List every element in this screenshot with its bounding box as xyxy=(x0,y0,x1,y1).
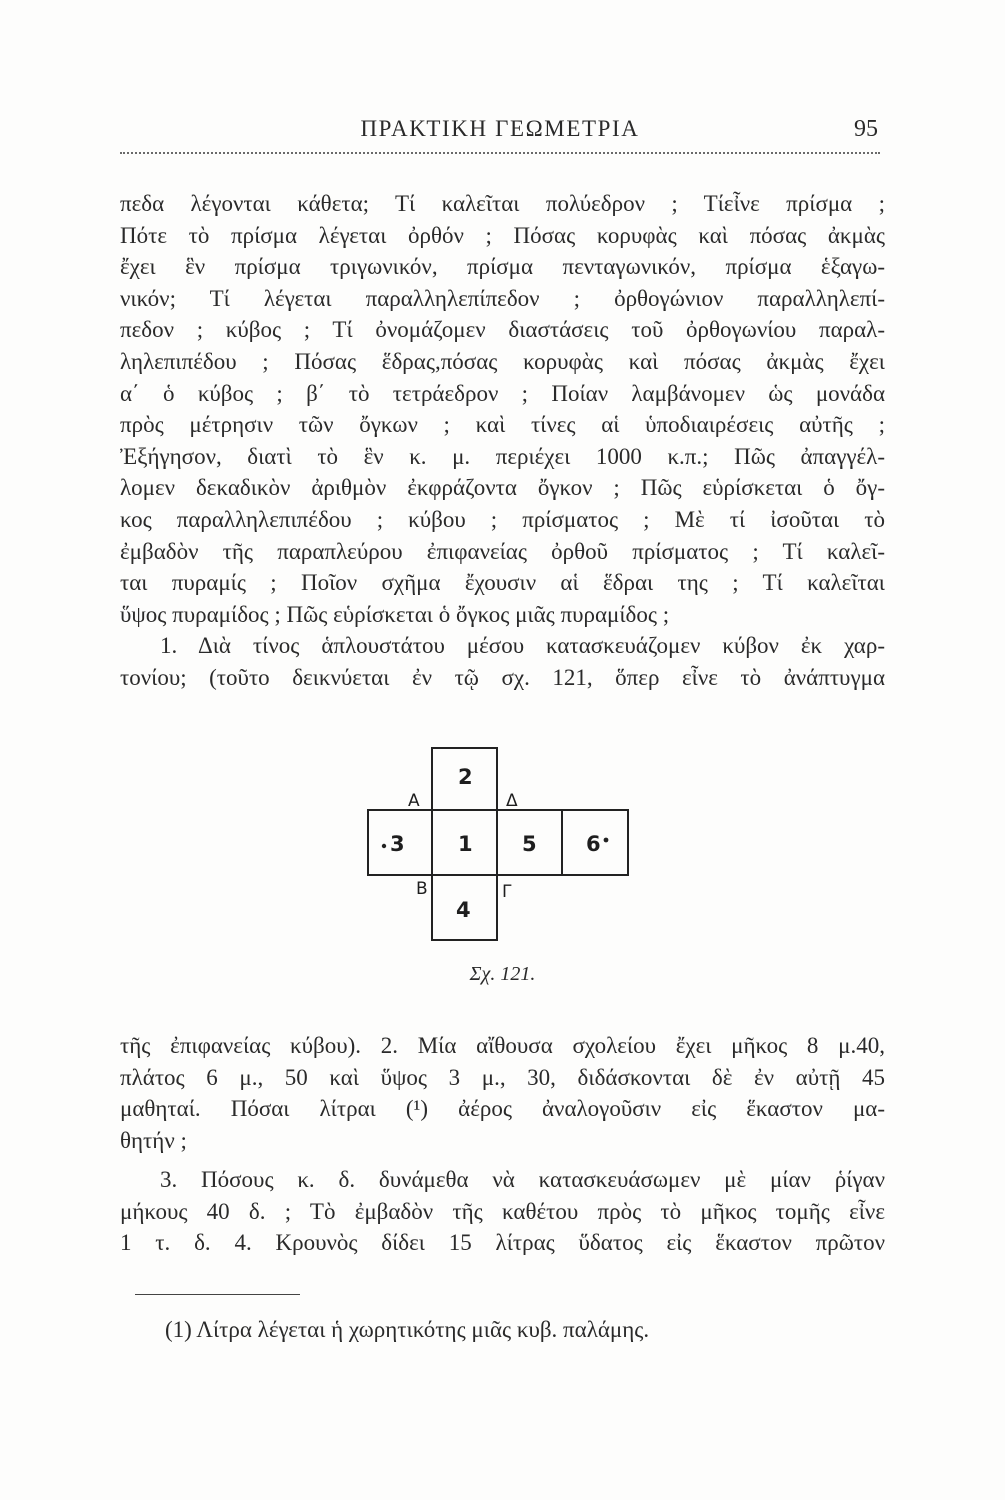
text-line: τῆς ἐπιφανείας κύβου). 2. Μία αἴθουσα σχολείου ἔχει μῆκος 8 μ.40, xyxy=(120,1033,885,1058)
text-line: νικόν; Τί λέγεται παραλληλεπίπεδον ; ὀρθογώνιον παραλληλεπί- xyxy=(120,285,885,311)
text-line: πεδα λέγονται κάθετα; Τί καλεῖται πολύεδρον ; Τίεἶνε πρίσμα ; xyxy=(120,191,885,216)
vertex-label-b: Β xyxy=(416,879,428,899)
running-head xyxy=(120,112,880,146)
text-line: πρὸς μέτρησιν τῶν ὄγκων ; καὶ τίνες αἱ ὑποδιαιρέσεις αὐτῆς ; xyxy=(120,412,885,438)
text-line: α΄ ὁ κύβος ; β΄ τὸ τετράεδρον ; Ποίαν λαμβάνομεν ὡς μονάδα xyxy=(120,380,885,406)
text-line: Πότε τὸ πρίσμα λέγεται ὀρθόν ; Πόσας κορυφὰς καὶ πόσας ἀκμὰς xyxy=(120,222,885,248)
text-line: μήκους 40 δ. ; Τὸ ἐμβαδὸν τῆς καθέτου πρὸς τὸ μῆκος τομῆς εἶνε xyxy=(120,1198,885,1224)
vertex-label-g: Γ xyxy=(502,882,512,902)
face-number-top: 2 xyxy=(458,765,473,789)
text-line: ὕψος πυραμίδος ; Πῶς εὑρίσκεται ὁ ὄγκος μιᾶς πυραμίδος ; xyxy=(120,601,670,627)
text-line: ληλεπιπέδου ; Πόσας ἕδρας,πόσας κορυφὰς καὶ πόσας ἀκμὰς ἔχει xyxy=(120,348,885,374)
text-line: πεδον ; κύβος ; Τί ὀνομάζομεν διαστάσεις τοῦ ὀρθογωνίου παραλ- xyxy=(120,317,885,343)
footnote: (1) Λίτρα λέγεται ἡ χωρητικότης μιᾶς κυβ. παλάμης. xyxy=(165,1317,650,1342)
page-number: 95 xyxy=(854,116,878,142)
text-line: θητήν ; xyxy=(120,1127,187,1153)
header-dotted-rule xyxy=(120,152,880,154)
face-number-center: 1 xyxy=(458,832,473,856)
figure-caption: Σχ. 121. xyxy=(469,963,536,985)
footnote-rule xyxy=(135,1294,300,1295)
text-line: 1 τ. δ. 4. Κρουνὸς δίδει 15 λίτρας ὕδατος εἰς ἕκαστον πρῶτον xyxy=(120,1230,885,1256)
questions-and-exercise-1 xyxy=(120,188,885,694)
ink-dot xyxy=(382,844,386,848)
text-line: ἐμβαδὸν τῆς παραπλεύρου ἐπιφανείας ὀρθοῦ πρίσματος ; Τί καλεῖ- xyxy=(120,538,885,564)
exercise-3-and-4 xyxy=(120,1164,885,1259)
face-number-bottom: 4 xyxy=(456,898,471,922)
running-title: ΠΡΑΚΤΙΚΗ ΓΕΩΜΕΤΡΙΑ xyxy=(360,116,640,141)
exercise-1-end-and-exercise-2 xyxy=(120,1030,885,1156)
text-line: κος παραλληλεπιπέδου ; κύβου ; πρίσματος ; Μὲ τί ἰσοῦται τὸ xyxy=(120,506,885,532)
text-line: ἔχει ἓν πρίσμα τριγωνικόν, πρίσμα πενταγωνικόν, πρίσμα ἑξαγω- xyxy=(120,254,885,280)
text-line: 1. Διὰ τίνος ἁπλουστάτου μέσου κατασκευάζομεν κύβον ἐκ χαρ- xyxy=(160,633,885,659)
text-line: 3. Πόσους κ. δ. δυνάμεθα νὰ κατασκευάσωμεν μὲ μίαν ῥίγαν xyxy=(160,1167,885,1192)
text-line: μαθηταί. Πόσαι λίτραι (¹) ἀέρος ἀναλογοῦσιν εἰς ἕκαστον μα- xyxy=(120,1096,885,1122)
text-line: λομεν δεκαδικὸν ἀριθμὸν ἐκφράζοντα ὄγκον ; Πῶς εὑρίσκεται ὁ ὄγ- xyxy=(120,475,885,501)
text-line: πλάτος 6 μ., 50 καὶ ὕψος 3 μ., 30, διδάσκονται δὲ ἐν αὐτῇ 45 xyxy=(120,1064,885,1090)
text-line: τονίου; (τοῦτο δεικνύεται ἐν τῷ σχ. 121, ὅπερ εἶνε τὸ ἀνάπτυγμα xyxy=(120,664,885,690)
vertex-label-d: Δ xyxy=(506,791,518,811)
face-number-left: 3 xyxy=(390,832,405,856)
text-line: Ἐξήγησον, διατὶ τὸ ἓν κ. μ. περιέχει 1000 κ.π.; Πῶς ἀπαγγέλ- xyxy=(120,443,885,469)
face-number-right: 5 xyxy=(522,832,537,856)
cube-net-figure xyxy=(360,740,640,950)
face-number-far-right: 6 xyxy=(586,832,601,856)
ink-dot xyxy=(604,838,609,843)
vertex-label-a: Α xyxy=(408,791,420,811)
text-line: ται πυραμίς ; Ποῖον σχῆμα ἔχουσιν αἱ ἕδραι της ; Τί καλεῖται xyxy=(120,570,885,596)
